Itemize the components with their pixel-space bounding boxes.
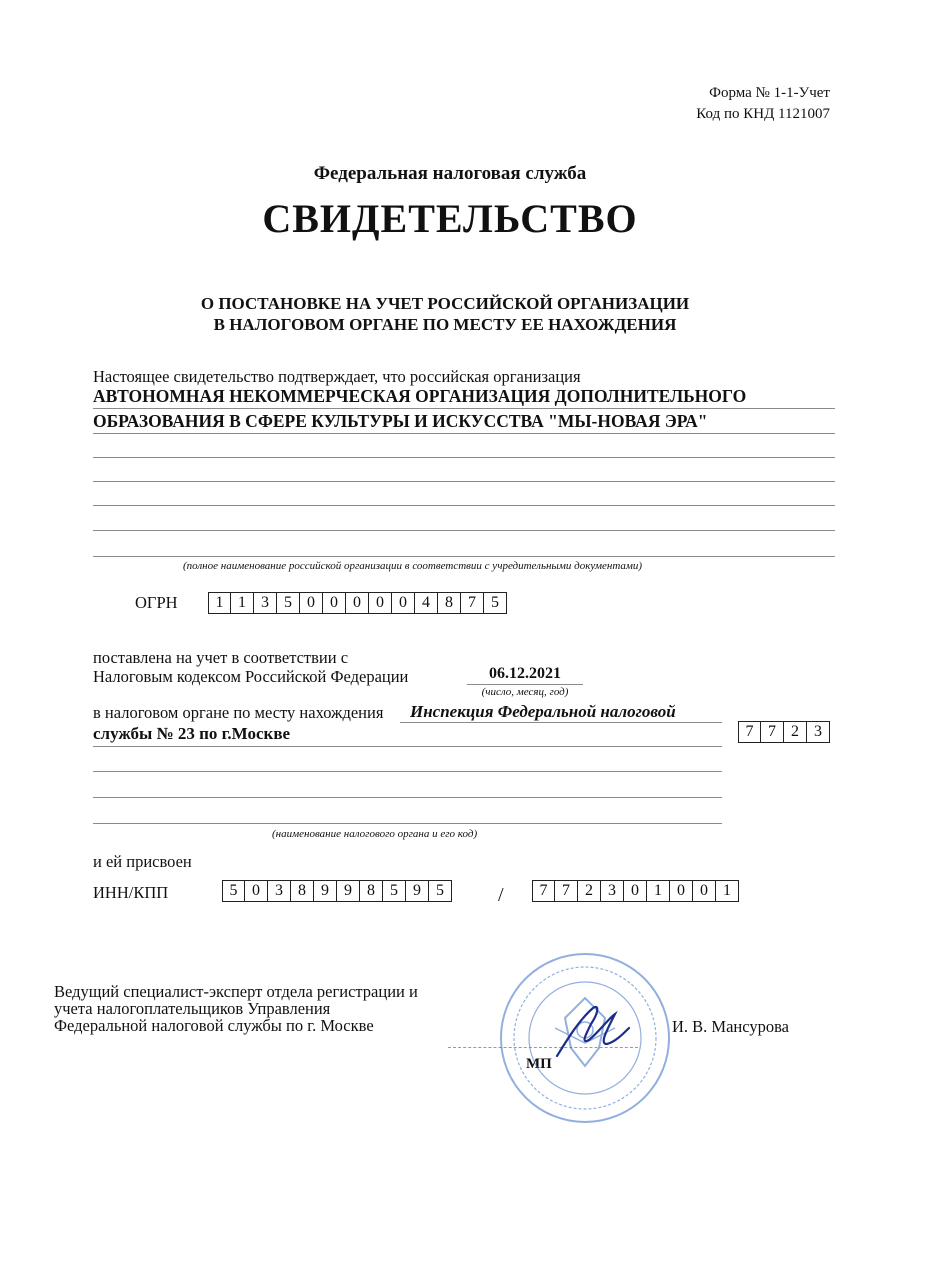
ogrn-digit: 5 [277,592,300,614]
kpp-digit: 1 [647,880,670,902]
underline [93,408,835,409]
organization-name-note: (полное наименование российской организации в соответствии с учредительными документами) [183,560,643,572]
underline [93,797,722,798]
registration-date: 06.12.2021 [489,665,561,682]
tax-authority-name-part-2: службы № 23 по г.Москве [93,724,291,743]
signatory-position [54,983,418,1034]
registration-line-2: Налоговым кодексом Российской Федерации [93,667,409,686]
signatory-position-line-1: Ведущий специалист-эксперт отдела регистрации и [54,982,418,1001]
organization-intro: Настоящее свидетельство подтверждает, что российская организация [93,367,581,386]
underline [93,556,835,557]
kpp-digit: 0 [670,880,693,902]
underline [93,771,722,772]
kpp-digit: 7 [532,880,555,902]
registration-date-note: (число, месяц, год) [481,686,569,698]
ogrn-digit: 0 [323,592,346,614]
inn-cells [222,880,452,902]
kpp-digit: 0 [624,880,647,902]
inn-digit: 9 [314,880,337,902]
stamp-mark: МП [526,1056,552,1072]
inn-digit: 9 [337,880,360,902]
kpp-cells [532,880,739,902]
ogrn-digit: 0 [300,592,323,614]
tax-authority-code-cells [738,721,830,743]
ogrn-digit: 1 [231,592,254,614]
inn-digit: 3 [268,880,291,902]
agency-name: Федеральная налоговая служба [313,163,587,184]
assigned-label: и ей присвоен [93,852,192,871]
underline [93,457,835,458]
organization-name-line-1: АВТОНОМНАЯ НЕКОММЕРЧЕСКАЯ ОРГАНИЗАЦИЯ ДОПОЛНИТЕЛЬНОГО [93,386,747,406]
ogrn-cells [208,592,507,614]
inn-digit: 0 [245,880,268,902]
ogrn-label: ОГРН [135,593,178,612]
underline [467,684,583,685]
document-subtitle [0,293,890,335]
inn-kpp-separator: / [498,884,504,906]
registration-line-1: поставлена на учет в соответствии с [93,648,349,667]
kpp-digit: 3 [601,880,624,902]
underline [93,481,835,482]
inn-digit: 5 [222,880,245,902]
kpp-digit: 1 [716,880,739,902]
document-title: СВИДЕТЕЛЬСТВО [262,196,638,241]
underline [93,746,722,747]
subtitle-line-2: В НАЛОГОВОМ ОРГАНЕ ПО МЕСТУ ЕЕ НАХОЖДЕНИЯ [213,315,677,334]
kpp-digit: 0 [693,880,716,902]
organization-name-line-2: ОБРАЗОВАНИЯ В СФЕРЕ КУЛЬТУРЫ И ИСКУССТВА "МЫ-НОВАЯ ЭРА" [93,411,708,431]
ogrn-digit: 0 [346,592,369,614]
tax-authority-code-digit: 7 [738,721,761,743]
inn-kpp-label: ИНН/КПП [93,883,169,902]
ogrn-digit: 1 [208,592,231,614]
inn-digit: 9 [406,880,429,902]
ogrn-digit: 0 [369,592,392,614]
ogrn-digit: 8 [438,592,461,614]
ogrn-digit: 5 [484,592,507,614]
inn-digit: 5 [383,880,406,902]
underline [93,505,835,506]
signatory-position-line-3: Федеральной налоговой службы по г. Москве [54,1016,374,1035]
inn-digit: 5 [429,880,452,902]
underline [93,823,722,824]
tax-authority-code-digit: 2 [784,721,807,743]
signatory-position-line-2: учета налогоплательщиков Управления [54,999,331,1018]
kpp-digit: 7 [555,880,578,902]
tax-authority-name-part-1: Инспекция Федеральной налоговой [410,702,676,721]
form-number: Форма № 1-1-Учет [709,85,830,101]
tax-authority-note: (наименование налогового органа и его код) [272,828,478,840]
ogrn-digit: 4 [415,592,438,614]
underline [93,530,835,531]
tax-authority-code-digit: 3 [807,721,830,743]
tax-authority-intro: в налоговом органе по месту нахождения [93,703,384,722]
ogrn-digit: 7 [461,592,484,614]
knd-code: Код по КНД 1121007 [696,106,830,122]
kpp-digit: 2 [578,880,601,902]
inn-digit: 8 [360,880,383,902]
official-stamp [495,948,675,1128]
inn-digit: 8 [291,880,314,902]
form-number-block [696,83,830,125]
underline [93,433,835,434]
ogrn-digit: 0 [392,592,415,614]
ogrn-digit: 3 [254,592,277,614]
underline [400,722,722,723]
signatory-name: И. В. Мансурова [672,1017,789,1036]
subtitle-line-1: О ПОСТАНОВКЕ НА УЧЕТ РОССИЙСКОЙ ОРГАНИЗАЦИИ [200,294,690,313]
tax-authority-code-digit: 7 [761,721,784,743]
